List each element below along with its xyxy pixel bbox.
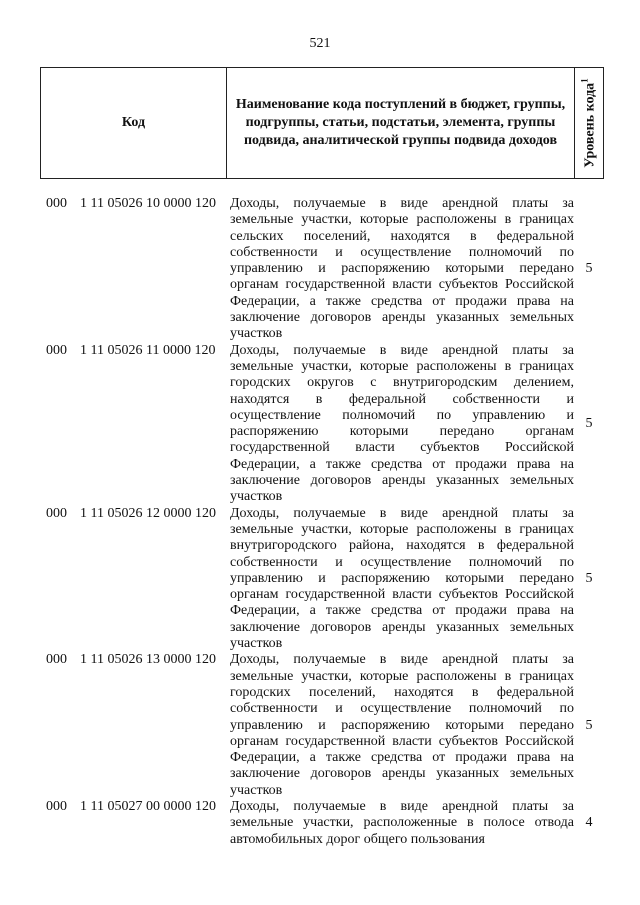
table-row <box>40 799 604 848</box>
row-admin-code: 000 <box>46 798 67 814</box>
row-code-level: 5 <box>585 416 593 432</box>
row-income-name: Доходы, получаемые в виде арендной платы за земельные участки, которые расположены в границах городских округов с внутригородским делением, находятся в федеральной собственности и осуществление полномочий по управлению и распоряжению которыми передано органам государственной власти субъектов Российской Федерации, а также средства от продажи права на заключение договоров аренды указанных земельных участков <box>230 342 574 505</box>
header-level-label: Уровень кода <box>582 82 598 168</box>
row-code-level: 5 <box>585 261 593 277</box>
row-income-code: 1 11 05026 10 0000 120 <box>80 196 216 211</box>
row-income-code: 1 11 05026 11 0000 120 <box>80 342 216 358</box>
table-body <box>40 196 604 848</box>
row-income-name: Доходы, получаемые в виде арендной платы за земельные участки, которые расположены в границах городских поселений, находятся в федеральной собственности и осуществление полномочий по управлению и распоряжению которыми передано органам государственной власти субъектов Российской Федерации, а также средства от продажи права на заключение договоров аренды указанных земельных участков <box>230 652 574 798</box>
row-income-name: Доходы, получаемые в виде арендной платы за земельные участки, расположенные в полосе отвода автомобильных дорог общего пользования <box>230 798 574 847</box>
row-code-level: 4 <box>585 815 593 831</box>
header-level <box>580 78 599 167</box>
header-level-cell <box>575 68 603 178</box>
row-code-level: 5 <box>585 570 593 586</box>
table-row <box>40 506 604 653</box>
row-income-code: 1 11 05026 13 0000 120 <box>80 652 216 668</box>
row-admin-code: 000 <box>46 652 67 668</box>
row-code-level: 5 <box>585 717 593 733</box>
table-row <box>40 343 604 506</box>
row-admin-code: 000 <box>46 196 67 211</box>
row-income-name: Доходы, получаемые в виде арендной платы за земельные участки, которые расположены в границах внутригородского района, находятся в федеральной собственности и осуществление полномочий по управлению и распоряжению которыми передано органам государственной власти субъектов Российской Федерации, а также средства от продажи права на заключение договоров аренды указанных земельных участков <box>230 505 574 652</box>
row-income-code: 1 11 05027 00 0000 120 <box>80 798 216 814</box>
row-income-name: Доходы, получаемые в виде арендной платы за земельные участки, которые расположены в границах сельских поселений, находятся в федеральной собственности и осуществление полномочий по управлению и распоряжению которыми передано органам государственной власти субъектов Российской Федерации, а также средства от продажи права на заключение договоров аренды указанных земельных участков <box>230 196 574 342</box>
page-number: 521 <box>309 36 331 51</box>
table-row <box>40 196 604 343</box>
row-income-code: 1 11 05026 12 0000 120 <box>80 505 216 521</box>
table-row <box>40 652 604 799</box>
header-name: Наименование кода поступлений в бюджет, группы, подгруппы, статьи, подстатьи, элемента, группы подвида, аналитической группы подвида доходов <box>227 68 575 178</box>
header-level-footnote: 1 <box>579 78 590 83</box>
row-admin-code: 000 <box>46 342 67 358</box>
table-header <box>40 67 604 179</box>
row-admin-code: 000 <box>46 505 67 521</box>
header-code: Код <box>41 68 227 178</box>
